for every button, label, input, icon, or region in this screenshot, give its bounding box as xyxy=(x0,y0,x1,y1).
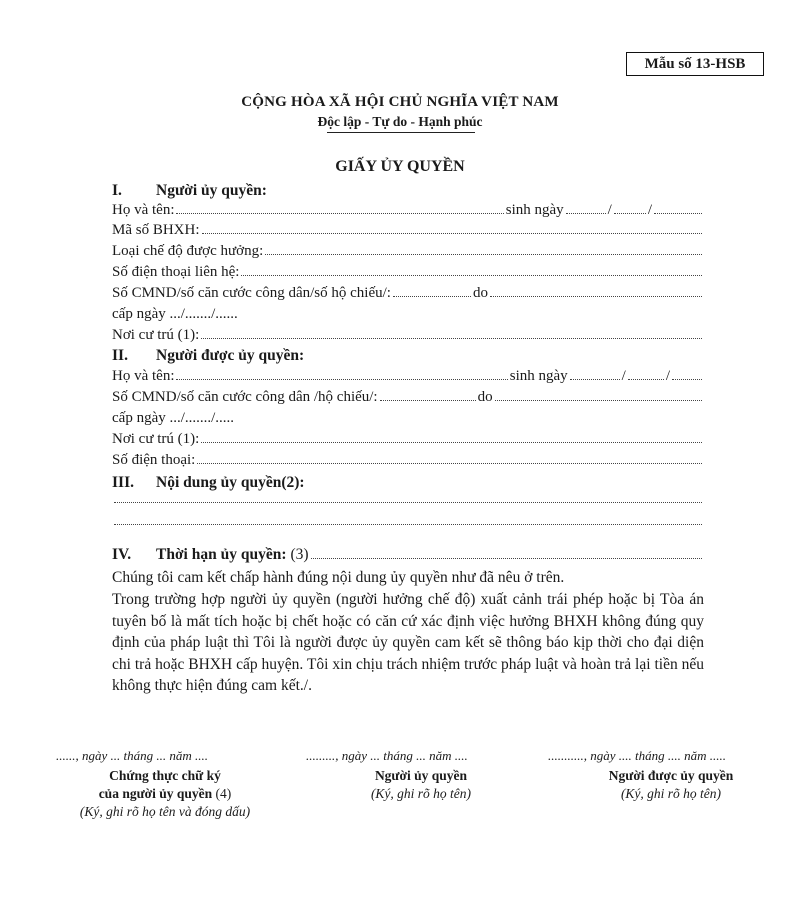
grantee-residence-label: Nơi cư trú (1): xyxy=(112,431,200,447)
document-title: GIẤY ỦY QUYỀN xyxy=(335,158,465,175)
grantor-id-label: Số CMND/số căn cước công dân/số hộ chiếu/: xyxy=(112,285,391,301)
grantee-name-line[interactable] xyxy=(112,368,704,385)
grantor-name-line[interactable] xyxy=(112,202,704,219)
section-1-title: Người ủy quyền: xyxy=(156,182,267,199)
grantee-dob-label: sinh ngày xyxy=(509,368,568,384)
grantor-regime-field[interactable] xyxy=(265,254,702,255)
sig-middle-block xyxy=(318,767,524,803)
sig-left-block xyxy=(54,767,276,821)
grantee-residence-line[interactable] xyxy=(112,431,704,448)
date-separator: / xyxy=(647,202,652,218)
sig-middle-note: (Ký, ghi rõ họ tên) xyxy=(370,786,472,801)
authorization-period-field[interactable] xyxy=(311,558,702,559)
grantor-issue-date-line[interactable] xyxy=(112,306,704,323)
grantor-residence-label: Nơi cư trú (1): xyxy=(112,327,200,343)
nation-title: CỘNG HÒA XÃ HỘI CHỦ NGHĨA VIỆT NAM xyxy=(241,94,559,110)
grantor-phone-line[interactable] xyxy=(112,264,704,281)
grantor-regime-label: Loại chế độ được hưởng: xyxy=(112,243,264,259)
commitment-paragraph: Trong trường hợp người ủy quyền (người hưởng chế độ) xuất cảnh trái phép hoặc bị Tòa án tuyên bố là mất tích hoặc bị chết hoặc có căn cứ xác định việc hưởng BHXH không đúng quy định của pháp luật thì Tôi là người được ủy quyền cam kết sẽ thông báo kịp thời cho đại diện chi trả hoặc BHXH cấp huyện. Tôi xin chịu trách nhiệm trước pháp luật và hoàn trả lại tiền nếu không thực hiện đúng cam kết./. xyxy=(112,591,704,694)
date-separator: / xyxy=(621,368,626,384)
grantor-residence-field[interactable] xyxy=(201,338,702,339)
sig-right-note: (Ký, ghi rõ họ tên) xyxy=(620,786,722,801)
grantor-phone-label: Số điện thoại liên hệ: xyxy=(112,264,240,280)
grantee-id-issuer-field[interactable] xyxy=(495,400,702,401)
grantor-name-label: Họ và tên: xyxy=(112,202,175,218)
authorization-content-field-1[interactable] xyxy=(114,502,702,503)
date-separator: / xyxy=(665,368,670,384)
sig-left-title-2-line xyxy=(54,785,276,803)
authorization-content-line-1[interactable] xyxy=(112,502,704,506)
grantor-dob-day-field[interactable] xyxy=(566,213,606,214)
grantee-dob-day-field[interactable] xyxy=(570,379,620,380)
section-1-heading xyxy=(112,182,267,200)
grantor-name-field[interactable] xyxy=(176,213,503,214)
authorization-content-field-2[interactable] xyxy=(114,524,702,525)
grantor-id-line[interactable] xyxy=(112,285,704,302)
grantee-issue-date-line[interactable] xyxy=(112,410,704,427)
grantee-issue-date[interactable]: cấp ngày .../......./..... xyxy=(112,410,235,426)
sig-right-block xyxy=(566,767,776,803)
section-2-title: Người được ủy quyền: xyxy=(156,347,305,364)
sig-left-note: (Ký, ghi rõ họ tên và đóng dấu) xyxy=(79,804,251,819)
grantee-residence-field[interactable] xyxy=(201,442,702,443)
grantor-bhxh-line[interactable] xyxy=(112,222,704,239)
section-2-number: II. xyxy=(112,347,128,364)
grantee-name-field[interactable] xyxy=(176,379,507,380)
sig-right-date: ..........., ngày .... tháng .... năm ..... xyxy=(548,748,727,763)
grantor-bhxh-field[interactable] xyxy=(202,233,702,234)
grantee-dob-year-field[interactable] xyxy=(672,379,702,380)
sig-left-title-1: Chứng thực chữ ký xyxy=(109,768,221,783)
grantee-phone-line[interactable] xyxy=(112,452,704,469)
grantor-id-field[interactable] xyxy=(393,296,471,297)
sig-middle-title: Người ủy quyền xyxy=(374,768,468,783)
sig-left-title-2: của người ủy quyền xyxy=(98,786,213,801)
section-4-line[interactable] xyxy=(112,546,704,564)
section-3-heading xyxy=(112,474,305,492)
grantor-id-issuer-field[interactable] xyxy=(490,296,702,297)
sig-left-title-2-note: (4) xyxy=(215,786,232,801)
sig-right-title: Người được ủy quyền xyxy=(608,768,734,783)
grantee-id-field[interactable] xyxy=(380,400,476,401)
grantee-id-label: Số CMND/số căn cước công dân /hộ chiếu/: xyxy=(112,389,378,405)
motto: Độc lập - Tự do - Hạnh phúc xyxy=(317,114,483,129)
section-1-number: I. xyxy=(112,182,122,199)
grantee-dob-month-field[interactable] xyxy=(628,379,664,380)
commitment-sentence: Chúng tôi cam kết chấp hành đúng nội dung ủy quyền như đã nêu ở trên. xyxy=(112,569,565,586)
grantee-phone-label: Số điện thoại: xyxy=(112,452,196,468)
grantor-issue-date[interactable]: cấp ngày .../......./...... xyxy=(112,306,238,322)
section-4-title: Thời hạn ủy quyền: xyxy=(156,546,287,563)
sig-middle-date: ........., ngày ... tháng ... năm .... xyxy=(306,748,468,763)
grantor-phone-field[interactable] xyxy=(241,275,702,276)
sig-left-date: ......, ngày ... tháng ... năm .... xyxy=(56,748,209,763)
grantor-bhxh-label: Mã số BHXH: xyxy=(112,222,200,238)
authorization-content-line-2[interactable] xyxy=(112,524,704,528)
grantor-dob-month-field[interactable] xyxy=(614,213,646,214)
section-3-number: III. xyxy=(112,474,134,491)
grantee-phone-field[interactable] xyxy=(197,463,702,464)
grantor-regime-line[interactable] xyxy=(112,243,704,260)
grantor-residence-line[interactable] xyxy=(112,327,704,344)
grantee-id-issuer-label: do xyxy=(477,389,493,405)
grantee-id-line[interactable] xyxy=(112,389,704,406)
section-4-number: IV. xyxy=(112,546,132,563)
grantor-dob-year-field[interactable] xyxy=(654,213,702,214)
form-code: Mẫu số 13-HSB xyxy=(626,52,764,76)
section-3-title: Nội dung ủy quyền(2): xyxy=(156,474,305,491)
grantor-id-issuer-label: do xyxy=(472,285,488,301)
date-separator: / xyxy=(607,202,612,218)
section-2-heading xyxy=(112,347,304,365)
section-4-note: (3) xyxy=(290,546,309,563)
grantor-dob-label: sinh ngày xyxy=(505,202,564,218)
grantee-name-label: Họ và tên: xyxy=(112,368,175,384)
motto-underline xyxy=(327,132,475,133)
